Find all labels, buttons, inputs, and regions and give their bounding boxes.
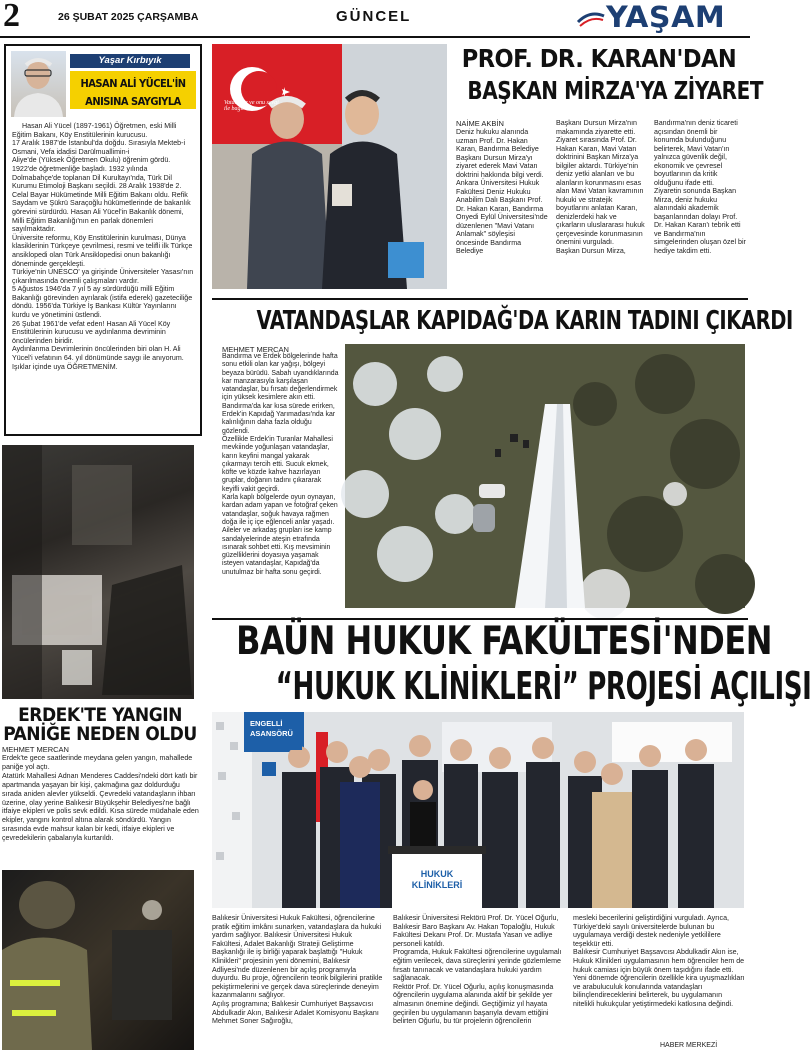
baun-col1: Balıkesir Üniversitesi Hukuk Fakültesi, öğrencilerine pratik eğitim imkânı sunarken, vatandaşlara da hukuki yardım sağlıyor. Balıkesir Üniversitesi Hukuk Fakültesi, Adalet Bakanlığı Strateji Geliştirme Başkanlığı ile iş birliği yaparak başlattığı "Hukuk Klinikleri" projesinin yeni dönemini, Balıkesir Adliyesi'nde düzenlenen bir açılış programıyla duyurdu. Bu proje, öğrencilerin teorik bilgilerini pratikle pekiştirmelerini ve gerçek dava süreçlerinde deneyim kazanmalarını sağlıyor. Açılış programına; Balıkesir Cumhuriyet Başsavcısı Abdulkadir Akın, Balıkesir Adalet Komisyonu Başkanı Mehmet Soner Sağıroğlu, [212,914,383,1026]
page-header [0,0,750,40]
snow-photo [345,344,745,608]
fire-title-line1: ERDEK'TE YANGIN [18,704,182,726]
column-title-line1: HASAN ALİ YÜCEL'İN [80,77,186,90]
column-body: Hasan Ali Yücel (1897-1961) Öğretmen, eski Milli Eğitim Bakanı, Köy Enstitülerinin kurucusu. 17 Aralık 1987'de İstanbul'da doğdu. Sırasıyla Mekteb-i Osmani, Vefa idadisi Darülmuallimin-i Aliye'de (Yüksek Öğretmen Okulu) öğrenim gördü. 1922'de öğretmenliğe başladı. 1932 yılında Dolmabahçe'de toplanan Dil Kurultayı'nda, Türk Dil Kurumu Etimoloji Başkanı seçildi. 28 Aralık 1938'de 2. Celal Bayar Hükümetinde Milli Eğitim Bakanı oldu. Refik Saydam ve Şükrü Saraçoğlu hükümetlerinde de bakanlık görevini sürdürdü. Hasan Ali Yücel'in Bakanlık dönemi, Milli Eğitim Bakanlığı'nın en parlak dönemleri sayılmaktadır. Üniversite reformu, Köy Enstitülerinin kurulması, Dünya klasiklerinin Türkçeye çevrilmesi, resmi ve telifli ilk Türkçe ansiklopedi olan Türk Ansiklopedisi onun bakanlığı döneminde gerçekleşti. Türkiye'nin UNESCO' ya girişinde Üniversiteler Yasası'nın çıkarılmasında önemli çalışmaları vardır. 5 Ağustos 1946'da 7 yıl 5 ay sürdürdüğü milli Eğitim Bakanlığı görevinden ayrılarak (istifa ederek) gazeteciliğe döndü. 1956'da Türkiye İş Bankası Kültür Yayınlarını kurdu ve yönetimini üstlendi. 26 Şubat 1961'de vefat eden! Hasan Ali Yücel Köy Enstitülerinin kurucusu ve aydınlanma devriminin öncülerinden biridir. Aydınlanma Devrimlerinin öncülerinden biri olan H. Ali Yücel'i vefatının 64. yıl dönümünde saygı ile anıyorum. Işıklar içinde uya ÖĞRETMENİM. [12,122,194,371]
page-date: 26 ŞUBAT 2025 ÇARŞAMBA [58,11,199,23]
baun-col2: Balıkesir Üniversitesi Rektörü Prof. Dr. Yücel Oğurlu, Balıkesir Baro Başkanı Av. Hakan Topaloğlu, Hukuk Fakültesi Dekanı Prof. Dr. Mustafa Yasan ve adliye personeli katıldı. Programda, Hukuk Fakültesi öğrencilerine uygulamalı eğitim verilecek, dava süreçlerini yerinde gözlemleme fırsatı tanınacak ve vatandaşlara hukuki yardım sağlanacak. Rektör Prof. Dr. Yücel Oğurlu, açılış konuşmasında öğrencilerin uygulama alanında aktif bir şekilde yer almasının önemine değindi. Geçtiğimiz yıl hayata geçirilen bu uygulamanın başarıyla devam ettiğini belirten Oğurlu, bu tür projelerin öğrencilerin [393,914,562,1026]
podium-sign [400,862,474,898]
baun-title-line1: BAÜN HUKUK FAKÜLTESİ'NDEN [236,619,772,664]
baun-col3: mesleki becerilerini geliştirdiğini vurguladı. Ayrıca, Türkiye'deki sayılı üniversitelerde bulunan bu uygulamaya verdiği destek nedeniyle yetkililere teşekkür etti. Balıkesir Cumhuriyet Başsavcısı Abdulkadir Akın ise, Hukuk Klinikleri uygulamasının hem öğrenciler hem de hukuk camiası için büyük önem taşıdığını ifade etti. Yeni dönemde öğrencilerin özellikle kira uyuşmazlıkları ve arabuluculuk konularında vatandaşları bilinçlendireceklerini belirterek, bu uygulamanın nitelikli hukukçular yetiştirmedeki katkısına değindi. [573,914,745,1008]
karan-col3: Bandırma'nın deniz ticareti açısından önemli bir konumda bulunduğunu belirterek, Mavi Vatan'ın yalnızca güvenlik değil, ekonomik ve çevresel boyutlarının da kritik olduğunu ifade etti. Ziyaretin sonunda Başkan Mirza, deniz hukuku alanındaki akademik başarılarından dolayı Prof. Dr. Hakan Karan'ı tebrik etti ve Bandırma'nın simgelerinden oluşan özel bir hediye takdim etti. [654,119,746,255]
elevator-sign-line1: ENGELLİ [250,719,283,728]
fire-photo-firefighter [2,870,194,1050]
karan-photo [212,44,447,289]
baun-signature: HABER MERKEZİ [660,1042,718,1049]
baun-photo [212,712,744,908]
elevator-sign [244,714,302,750]
karan-col1: Deniz hukuku alanında uzman Prof. Dr. Hakan Karan, Bandırma Belediye Başkanı Dursun Mirza'yı ziyaret ederek Mavi Vatan doktrini hakkında bilgi verdi. Ankara Üniversitesi Hukuk Fakültesi Deniz Hukuku Anabilim Dalı Başkanı Prof. Dr. Hakan Karan, Bandırma Onyedi Eylül Üniversitesi'nde düzenlenen "Mavi Vatanı Anlamak" söyleşisi öncesinde Bandırma Belediye [456,128,548,255]
handshake-award-photo-icon [212,44,447,289]
column-box [4,44,202,436]
burned-room-icon [2,445,194,699]
author-portrait-icon [11,51,66,117]
elevator-sign-line2: ASANSÖRÜ [250,729,293,738]
snow-title: VATANDAŞLAR KAPIDAĞ'DA KARIN TADINI ÇIKARDI [256,306,793,336]
column-title-label [70,71,196,109]
column-title-line2: ANISINA SAYGIYLA [85,95,181,108]
header-rule [0,36,750,38]
karan-col2: Başkanı Dursun Mirza'nın makamında ziyarette etti. Ziyaret sırasında Prof. Dr. Hakan Karan, Mavi Vatan doktrinini Başkan Mirza'ya bilgiler aktardı. Türkiye'nin deniz yetki alanları ve bu alanların korunmasını esas alan Mavi Vatan kavramının hukuki ve stratejik boyutlarını anlatan Karan, denizlerdeki hak ve çıkarların uluslararası hukuk çerçevesinde korunmasının önemini vurguladı. Başkan Dursun Mirza, [556,119,645,255]
snow-byline: MEHMET MERCAN [222,345,289,354]
podium-sign-text: HUKUK KLİNİKLERİ [411,869,463,890]
author-name: Yaşar Kırbıyık [70,54,190,68]
karan-title-line1: PROF. DR. KARAN'DAN [461,44,737,73]
karan-photo-caption: Vatanımız ve onu sevgi ile bağlı [224,100,279,112]
snow-body: Bandırma ve Erdek bölgelerinde hafta sonu etkili olan kar yağışı, bölgeyi beyaza bürüdü. Sabah uyandıklarında kar manzarasıyla karşılaşan vatandaşlar, bu fırsatı değerlendirmek için yüksek kesimlere akın etti. Bandırma'da kar kısa sürede erirken, Erdek'in Kapıdağ Yarımadası'nda kar kalınlığının daha fazla olduğu gözlendi. Özellikle Erdek'in Turanlar Mahallesi mevkiinde yoğunlaşan vatandaşlar, karın keyfini mangal yakarak çıkarmayı tercih etti. Sucuk ekmek, köfte ve közde kahve hazırlayan gruplar, doğanın tadını çıkararak keyifli vakit geçirdi. Karla kaplı bölgelerde oyun oynayan, kardan adam yapan ve fotoğraf çeken vatandaşlar, soğuk havaya rağmen doğa ile iç içe eğlenceli anlar yaşadı. Aileler ve arkadaş grupları ise kamp sandalyelerinde ateşin etrafında ısınarak sohbet etti. Kış mevsiminin güzelliklerini doyasıya yaşamak isteyen vatandaşlar, Kapıdağ'da unutulmaz bir hafta sonu geçirdi. [222,353,339,576]
fire-title-line2: PANİĞE NEDEN OLDU [3,723,197,745]
page-number: 2 [3,0,20,34]
firefighter-icon [2,870,194,1050]
author-photo [11,51,66,117]
karan-title-line2: BAŞKAN MİRZA'YA ZİYARET [467,76,764,105]
karan-byline: NAİME AKBİN [456,119,504,128]
snowy-road-aerial-icon [345,344,745,608]
logo-swoosh-icon [576,5,606,29]
logo-text: YAŞAM [606,0,726,34]
fire-body: Erdek'te gece saatlerinde meydana gelen yangın, mahallede paniğe yol açtı. Atatürk Mahallesi Adnan Menderes Caddesi'ndeki dört katlı bir apartmanda yaşayan bir kişi, çakmağına gaz doldurduğu sırada aniden alevler yükseldi. Çevredeki vatandaşların ihbarı üzerine, olay yerine Balıkesir Büyükşehir Belediyesi'ne bağlı itfaiye ekipleri ve polis sevk edildi. Kısa sürede müdahale eden ekipler, yangını kontrol altına alarak söndürdü. Yangın sırasında evde mahsur kalan bir kedi, itfaiye ekipleri ve çevredekilerin çabalarıyla kurtarıldı. [2,754,199,843]
logo [576,2,746,32]
fire-photo-room [2,445,194,699]
snow-rule-top [212,298,748,300]
baun-title-line2: “HUKUK KLİNİKLERİ” PROJESİ AÇILIŞI [275,664,811,708]
section-title: GÜNCEL [336,8,412,25]
fire-byline: MEHMET MERCAN [2,745,69,754]
